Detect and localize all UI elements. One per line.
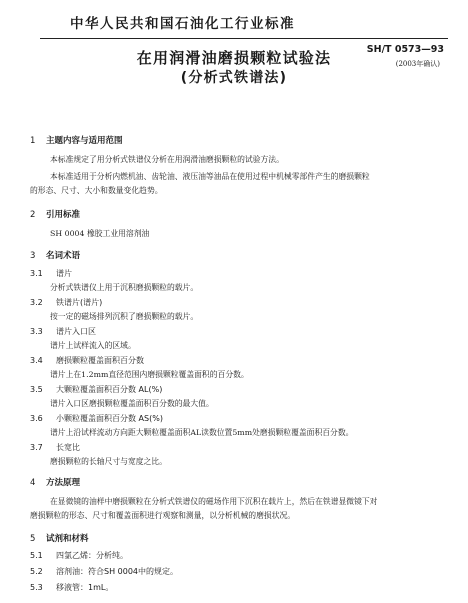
- item-5-3: [30, 582, 113, 593]
- term-title: 长宽比: [56, 443, 80, 452]
- section-1-paragraph-2-line-1: 本标准适用于分析内燃机油、齿轮油、液压油等油品在使用过程中机械零部件产生的磨损颗粒: [50, 172, 370, 181]
- document-subtitle: (分析式铁谱法): [180, 70, 288, 86]
- term-title: 小颗粒覆盖面积百分数 AS(%): [56, 414, 163, 423]
- term-3-3: [30, 326, 96, 337]
- term-number: 3.7: [30, 443, 43, 452]
- section-number: 2: [30, 210, 36, 220]
- industry-standard-heading: 中华人民共和国石油化工行业标准: [70, 16, 295, 32]
- term-title: 谱片: [56, 269, 72, 278]
- section-title: 名词术语: [46, 251, 81, 261]
- section-1-paragraph-1: 本标准规定了用分析式铁谱仪分析在用润滑油磨损颗粒的试验方法。: [50, 155, 284, 164]
- term-number: 3.5: [30, 385, 43, 394]
- section-number: 4: [30, 478, 36, 488]
- term-title: 磨损颗粒覆盖面积百分数: [56, 356, 144, 365]
- section-5-heading: [30, 532, 89, 544]
- term-title: 大颗粒覆盖面积百分数 AL(%): [56, 385, 163, 394]
- term-3-4-definition: 谱片上在1.2mm直径范围内磨损颗粒覆盖面积的百分数。: [50, 370, 249, 379]
- section-4-paragraph-line-1: 在显微镜的油样中磨损颗粒在分析式铁谱仪的磁场作用下沉积在载片上，然后在铁谱显微镜下对: [50, 497, 378, 506]
- item-text: 移液管：1mL。: [56, 583, 114, 592]
- term-3-2: [30, 297, 102, 308]
- term-number: 3.1: [30, 269, 43, 278]
- term-number: 3.4: [30, 356, 43, 365]
- term-3-7-definition: 磨损颗粒的长轴尺寸与宽度之比。: [50, 457, 167, 466]
- section-title: 主题内容与适用范围: [46, 136, 123, 146]
- term-3-2-definition: 按一定的磁场排列沉积了磨损颗粒的载片。: [50, 312, 199, 321]
- term-3-1: [30, 268, 72, 279]
- section-2-heading: [30, 208, 80, 220]
- section-title: 引用标准: [46, 210, 81, 220]
- term-3-7: [30, 442, 80, 453]
- term-3-5: [30, 384, 162, 395]
- term-number: 3.2: [30, 298, 43, 307]
- term-3-1-definition: 分析式铁谱仪上用于沉积磨损颗粒的载片。: [50, 283, 199, 292]
- section-4-heading: [30, 476, 80, 488]
- section-4-paragraph-line-2: 磨损颗粒的形态、尺寸和覆盖面积进行观察和测量，以分析机械的磨损状况。: [30, 511, 296, 520]
- term-number: 3.3: [30, 327, 43, 336]
- term-number: 3.6: [30, 414, 43, 423]
- term-3-6-definition: 谱片上沿试样流动方向距大颗粒覆盖面积AL读数位置5mm处磨损颗粒覆盖面积百分数。: [50, 428, 354, 437]
- item-text: 溶剂油：符合SH 0004中的规定。: [56, 567, 178, 576]
- header-rule: [40, 38, 448, 39]
- item-text: 四氯乙烯：分析纯。: [56, 551, 128, 560]
- term-title: 谱片入口区: [56, 327, 96, 336]
- item-number: 5.2: [30, 567, 43, 576]
- section-number: 5: [30, 534, 36, 544]
- section-title: 试剂和材料: [46, 534, 89, 544]
- term-3-4: [30, 355, 144, 366]
- section-3-heading: [30, 249, 80, 261]
- section-1-heading: [30, 134, 123, 146]
- item-5-2: [30, 566, 178, 577]
- term-3-3-definition: 谱片上试样流入的区域。: [50, 341, 136, 350]
- term-3-6: [30, 413, 163, 424]
- term-3-5-definition: 谱片入口区磨损颗粒覆盖面积百分数的最大值。: [50, 399, 214, 408]
- item-number: 5.3: [30, 583, 43, 592]
- replacement-note: (2003年确认): [395, 60, 440, 68]
- term-title: 铁谱片(谱片): [56, 298, 103, 307]
- standard-number: SH/T 0573—93: [366, 44, 444, 55]
- item-number: 5.1: [30, 551, 43, 560]
- section-number: 1: [30, 136, 36, 146]
- section-title: 方法原理: [46, 478, 81, 488]
- item-5-1: [30, 550, 128, 561]
- section-2-reference: SH 0004 橡胶工业用溶剂油: [50, 229, 150, 238]
- section-number: 3: [30, 251, 36, 261]
- document-title: 在用润滑油磨损颗粒试验法: [136, 49, 332, 67]
- section-1-paragraph-2-line-2: 的形态、尺寸、大小和数量变化趋势。: [30, 186, 163, 195]
